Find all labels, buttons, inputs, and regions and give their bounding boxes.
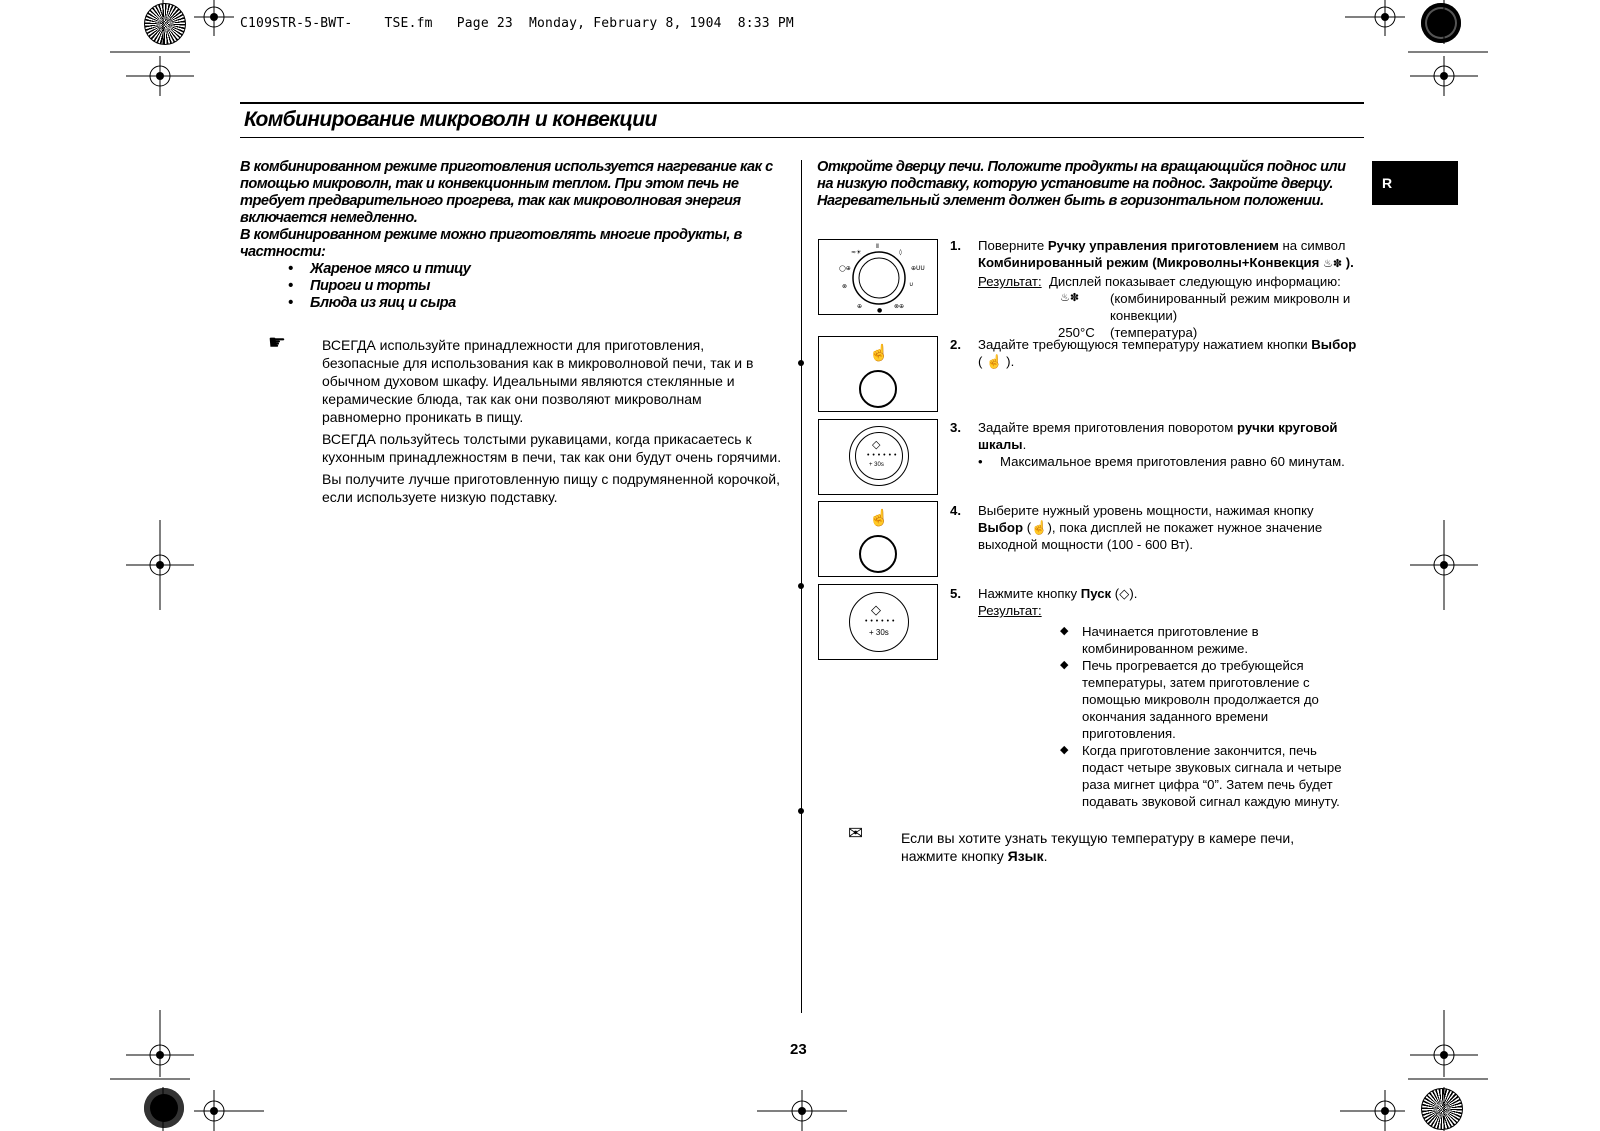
step-number: 4. — [950, 503, 961, 518]
combi-mode-icon: ♨✽ — [1060, 292, 1080, 304]
food-list — [240, 261, 785, 312]
power-select-panel — [818, 501, 938, 577]
file-time: 8:33 PM — [737, 16, 794, 31]
intro-paragraph: В комбинированном режиме можно приготовлять многие продукты, в частности: — [240, 227, 742, 260]
list-item: ◆ Начинается приготовление в комбинированном режиме. — [1060, 623, 1358, 657]
safety-notes — [322, 336, 784, 510]
start-diamond-icon: ◇ — [1119, 586, 1130, 601]
result-detail: (температура) — [1110, 325, 1198, 340]
step-text: ( — [1023, 520, 1032, 535]
step-text: ), пока дисплей не покажет нужное значение выходной мощности (100 - 600 Вт). — [978, 520, 1323, 552]
result-label: Результат: — [978, 274, 1042, 289]
page-number: 23 — [790, 1041, 807, 1058]
step-bold-text: Ручку управления приготовлением — [1047, 238, 1279, 253]
file-name: C109STR-5-BWT- — [240, 16, 353, 31]
step-number: 1. — [950, 238, 961, 253]
step-text: на символ — [1278, 238, 1346, 253]
list-item: • Пироги и торты — [288, 278, 785, 295]
step-bold-text: ручки круговой шкалы — [978, 420, 1338, 452]
select-button-circle — [859, 370, 897, 408]
note-paragraph: Вы получите лучше приготовленную пищу с подрумяненной корочкой, если используете низкую подставку. — [322, 471, 781, 505]
file-page: Page 23 — [456, 16, 513, 31]
control-dial-icon — [819, 240, 937, 314]
svg-text:●: ● — [877, 307, 883, 314]
plus-30s-label: + 30s — [869, 462, 884, 468]
result-list — [1060, 623, 1358, 810]
result-text: Дисплей показывает следующую информацию: — [1048, 274, 1341, 289]
svg-text:∪: ∪ — [909, 281, 914, 288]
svg-text:⊗⊕: ⊗⊕ — [894, 303, 905, 310]
step-1 — [950, 237, 1370, 340]
select-button-panel — [818, 336, 938, 412]
divider-dot — [798, 808, 804, 814]
step-text: Поверните — [978, 238, 1048, 253]
step-2 — [950, 336, 1370, 376]
list-item: ◆ Печь прогревается до требующейся температуры, затем приготовление с помощью микроволн продолжается до окончания заданного времени приготовления. — [1060, 657, 1358, 742]
step-body — [978, 336, 1378, 370]
step-text: . — [1022, 437, 1027, 452]
step-text: Нажмите кнопку — [978, 586, 1081, 601]
list-item: • Блюда из яиц и сыра — [288, 295, 785, 312]
hand-icon: ☝ — [1031, 520, 1048, 535]
title-rule-top — [240, 102, 1364, 104]
svg-text:Ⅱ: Ⅱ — [876, 243, 879, 250]
plus-30s-label: + 30s — [869, 628, 889, 637]
step-body — [978, 419, 1378, 470]
timer-dial-panel — [818, 419, 938, 495]
note-paragraph: ВСЕГДА используйте принадлежности для приготовления, безопасные для использования как в микроволновой печи, так и в обычном духовом шкафу. Идеальными являются стеклянные и керамические блюда, так как они позволяют микроволнам равномерно проникать в пищу. — [322, 337, 754, 425]
step-text: ). — [1006, 354, 1015, 369]
result-label: Результат: — [978, 603, 1042, 618]
step-body — [978, 237, 1378, 341]
note-envelope-icon: ✉ — [848, 823, 864, 843]
svg-text:⊕: ⊕ — [857, 303, 863, 310]
start-diamond-icon: ◇ — [871, 602, 881, 617]
temperature-value: 250°C — [1058, 325, 1095, 340]
start-diamond-icon: ◇ — [872, 439, 881, 451]
tip-text: Если вы хотите узнать текущую температуру в камере печи, — [901, 830, 1295, 846]
step-bold-text: Выбор — [1311, 337, 1357, 352]
divider-dot — [798, 360, 804, 366]
step-text: Задайте требующуюся температуру нажатием кнопки — [978, 337, 1312, 352]
step-text: ( — [978, 354, 983, 369]
control-dial-panel — [818, 239, 938, 315]
tip-text: нажмите кнопку — [901, 848, 1008, 864]
select-button-circle — [859, 535, 897, 573]
tip-bold-text: Язык — [1007, 848, 1044, 864]
divider-dot — [798, 583, 804, 589]
hand-press-icon: ☝ — [869, 510, 889, 527]
bullet-dot: • — [978, 454, 983, 469]
svg-text:⊕UU: ⊕UU — [911, 265, 925, 272]
note-hand-icon: ☛ — [268, 332, 286, 354]
step-text: ( — [1111, 586, 1120, 601]
step-body — [978, 502, 1348, 553]
step-4 — [950, 502, 1370, 558]
page-title: Комбинирование микроволн и конвекции — [244, 108, 657, 131]
start-button-panel — [818, 584, 938, 660]
step-text: Выберите нужный уровень мощности, нажимая кнопку — [978, 503, 1314, 518]
title-rule-bottom — [240, 137, 1364, 138]
dial-dots: • • • • • • — [867, 452, 897, 459]
step-number: 5. — [950, 586, 961, 601]
language-tab-label: R — [1382, 175, 1393, 191]
combi-mode-icon: ♨✽ — [1322, 258, 1343, 270]
step-bold-text: ). — [1345, 255, 1354, 270]
intro-paragraph: В комбинированном режиме приготовления используется нагревание как с помощью микроволн, так и конвекционным теплом. При этом печь не требует предварительного прогрева, так как микроволновая энергия включается немедленно. — [240, 159, 773, 226]
step-bold-text: Выбор — [978, 520, 1024, 535]
left-intro — [240, 159, 785, 312]
step-bold-text: Комбинированный режим (Микроволны+Конвекция — [978, 255, 1320, 270]
file-date: Monday, February 8, 1904 — [529, 16, 722, 31]
step-body — [978, 585, 1378, 810]
step-text: ). — [1129, 586, 1138, 601]
step-bullet-text: Максимальное время приготовления равно 60 минутам. — [1000, 454, 1345, 469]
note-paragraph: ВСЕГДА пользуйтесь толстыми рукавицами, когда прикасаетесь к кухонным принадлежностям в печи, так как они будут очень горячими. — [322, 431, 782, 465]
step-text: Задайте время приготовления поворотом — [978, 420, 1237, 435]
step-number: 3. — [950, 420, 961, 435]
language-tab — [1372, 161, 1458, 205]
list-item: • Жареное мясо и птицу — [288, 261, 785, 278]
list-item: ◆ Когда приготовление закончится, печь подаст четыре звуковых сигнала и четыре раза мигнет цифра “0”. Затем печь будет подавать звуковой сигнал каждую минуту. — [1060, 742, 1358, 810]
right-intro: Откройте дверцу печи. Положите продукты на вращающийся поднос или на низкую подставку, которую установите на поднос. Закройте дверцу. Нагревательный элемент должен быть в горизонтальном положении. — [817, 159, 1346, 209]
svg-text:⊗: ⊗ — [842, 283, 848, 290]
file-ext: TSE.fm — [384, 16, 433, 31]
step-bold-text: Пуск — [1080, 586, 1112, 601]
tip-text: . — [1043, 848, 1048, 864]
hand-press-icon: ☝ — [869, 345, 889, 362]
svg-text:≈☀: ≈☀ — [851, 249, 862, 256]
svg-text:◊: ◊ — [899, 249, 902, 256]
hand-icon: ☝ — [986, 354, 1003, 369]
step-number: 2. — [950, 337, 961, 352]
dial-dots: • • • • • • — [865, 618, 895, 625]
temperature-tip — [901, 829, 1341, 865]
svg-text:◯⊕: ◯⊕ — [839, 265, 851, 272]
step-3 — [950, 419, 1370, 479]
result-detail: (комбинированный режим микроволн и конвекции) — [1110, 291, 1351, 323]
step-5 — [950, 585, 1370, 809]
